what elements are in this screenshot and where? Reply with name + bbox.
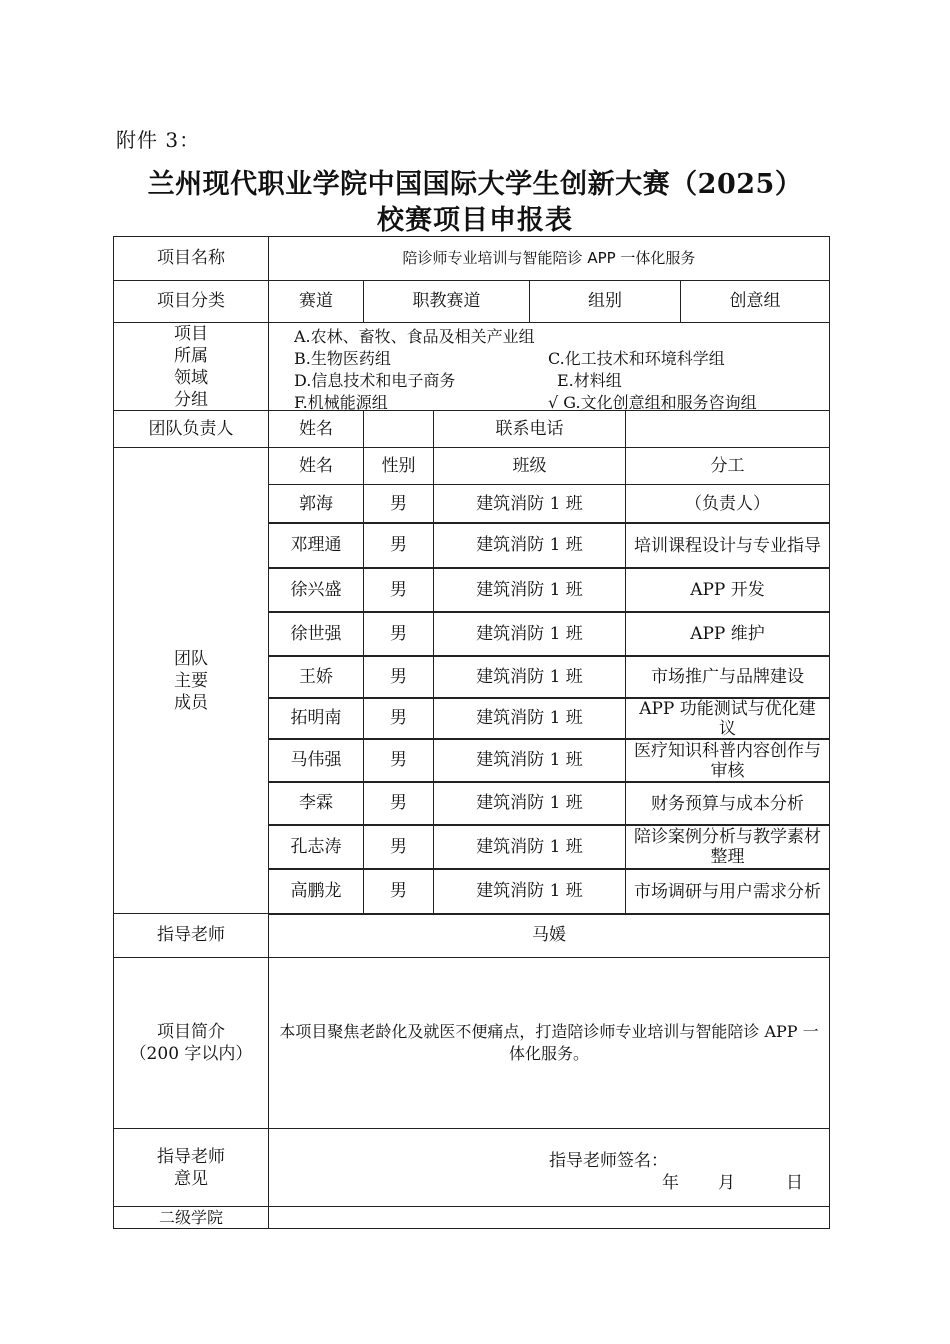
member-class: 建筑消防 1 班 xyxy=(433,697,626,740)
track-label: 赛道 xyxy=(268,280,364,323)
member-gender: 男 xyxy=(363,824,434,870)
member-role: 医疗知识科普内容创作与审核 xyxy=(625,738,830,783)
project-category-label: 项目分类 xyxy=(113,280,269,323)
field-group-label: 项目 所属 领域 分组 xyxy=(113,322,269,411)
member-name: 郭海 xyxy=(268,484,364,524)
option-c: C.化工技术和环境科学组 xyxy=(548,349,725,368)
member-name: 徐兴盛 xyxy=(268,567,364,613)
option-d: D.信息技术和电子商务 xyxy=(294,371,456,390)
member-role: APP 开发 xyxy=(625,567,830,613)
track-value: 职教赛道 xyxy=(363,280,530,323)
date-year: 年 xyxy=(662,1173,679,1193)
members-header-name: 姓名 xyxy=(268,447,364,485)
leader-phone-label: 联系电话 xyxy=(433,410,626,448)
member-class: 建筑消防 1 班 xyxy=(433,824,626,870)
member-gender: 男 xyxy=(363,611,434,657)
member-class: 建筑消防 1 班 xyxy=(433,567,626,613)
advisor-label: 指导老师 xyxy=(113,913,269,958)
date-day: 日 xyxy=(786,1173,803,1193)
members-header-class: 班级 xyxy=(433,447,626,485)
leader-phone-value xyxy=(625,410,830,448)
member-name: 徐世强 xyxy=(268,611,364,657)
member-name: 李霖 xyxy=(268,781,364,826)
member-class: 建筑消防 1 班 xyxy=(433,484,626,524)
leader-name-label: 姓名 xyxy=(268,410,364,448)
member-name: 拓明南 xyxy=(268,697,364,740)
leader-label: 团队负责人 xyxy=(113,410,269,448)
project-name-value: 陪诊师专业培训与智能陪诊 APP 一体化服务 xyxy=(268,236,830,281)
attachment-label: 附件 3： xyxy=(116,128,201,152)
member-class: 建筑消防 1 班 xyxy=(433,611,626,657)
member-class: 建筑消防 1 班 xyxy=(433,781,626,826)
member-role: APP 功能测试与优化建议 xyxy=(625,697,830,740)
option-b: B.生物医药组 xyxy=(294,349,391,368)
member-gender: 男 xyxy=(363,522,434,569)
members-label: 团队 主要 成员 xyxy=(113,447,269,914)
member-role: 陪诊案例分析与教学素材整理 xyxy=(625,824,830,870)
member-role: APP 维护 xyxy=(625,611,830,657)
leader-name-value xyxy=(363,410,434,448)
member-gender: 男 xyxy=(363,738,434,783)
member-role: （负责人） xyxy=(625,484,830,524)
summary-text: 本项目聚焦老龄化及就医不便痛点，打造陪诊师专业培训与智能陪诊 APP 一体化服务。 xyxy=(268,957,830,1129)
member-gender: 男 xyxy=(363,781,434,826)
date-month: 月 xyxy=(718,1173,735,1193)
member-name: 高鹏龙 xyxy=(268,868,364,915)
member-role: 市场调研与用户需求分析 xyxy=(625,868,830,915)
members-header-gender: 性别 xyxy=(363,447,434,485)
summary-label: 项目简介 （200 字以内） xyxy=(113,957,269,1129)
member-role: 财务预算与成本分析 xyxy=(625,781,830,826)
members-header-role: 分工 xyxy=(625,447,830,485)
group-label: 组别 xyxy=(529,280,681,323)
member-name: 邓理通 xyxy=(268,522,364,569)
member-role: 培训课程设计与专业指导 xyxy=(625,522,830,569)
member-name: 马伟强 xyxy=(268,738,364,783)
option-g-selected: √ G.文化创意组和服务咨询组 xyxy=(548,393,757,412)
advisor-sign-label: 指导老师签名： xyxy=(549,1151,668,1171)
member-gender: 男 xyxy=(363,697,434,740)
member-name: 王娇 xyxy=(268,655,364,699)
member-gender: 男 xyxy=(363,655,434,699)
member-gender: 男 xyxy=(363,484,434,524)
form-title: 兰州现代职业学院中国国际大学生创新大赛（2025） xyxy=(147,169,803,200)
member-class: 建筑消防 1 班 xyxy=(433,868,626,915)
option-a: A.农林、畜牧、食品及相关产业组 xyxy=(294,327,535,346)
advisor-opinion-label: 指导老师 意见 xyxy=(113,1128,269,1207)
form-subtitle: 校赛项目申报表 xyxy=(377,205,573,236)
member-class: 建筑消防 1 班 xyxy=(433,522,626,569)
college-value xyxy=(268,1206,830,1229)
member-role: 市场推广与品牌建设 xyxy=(625,655,830,699)
member-gender: 男 xyxy=(363,868,434,915)
project-name-label: 项目名称 xyxy=(113,236,269,281)
option-f: F.机械能源组 xyxy=(294,393,388,412)
college-label: 二级学院 xyxy=(113,1206,269,1229)
member-class: 建筑消防 1 班 xyxy=(433,738,626,783)
group-value: 创意组 xyxy=(680,280,830,323)
member-name: 孔志涛 xyxy=(268,824,364,870)
advisor-value: 马媛 xyxy=(268,913,830,958)
option-e: E.材料组 xyxy=(557,371,622,390)
member-class: 建筑消防 1 班 xyxy=(433,655,626,699)
member-gender: 男 xyxy=(363,567,434,613)
